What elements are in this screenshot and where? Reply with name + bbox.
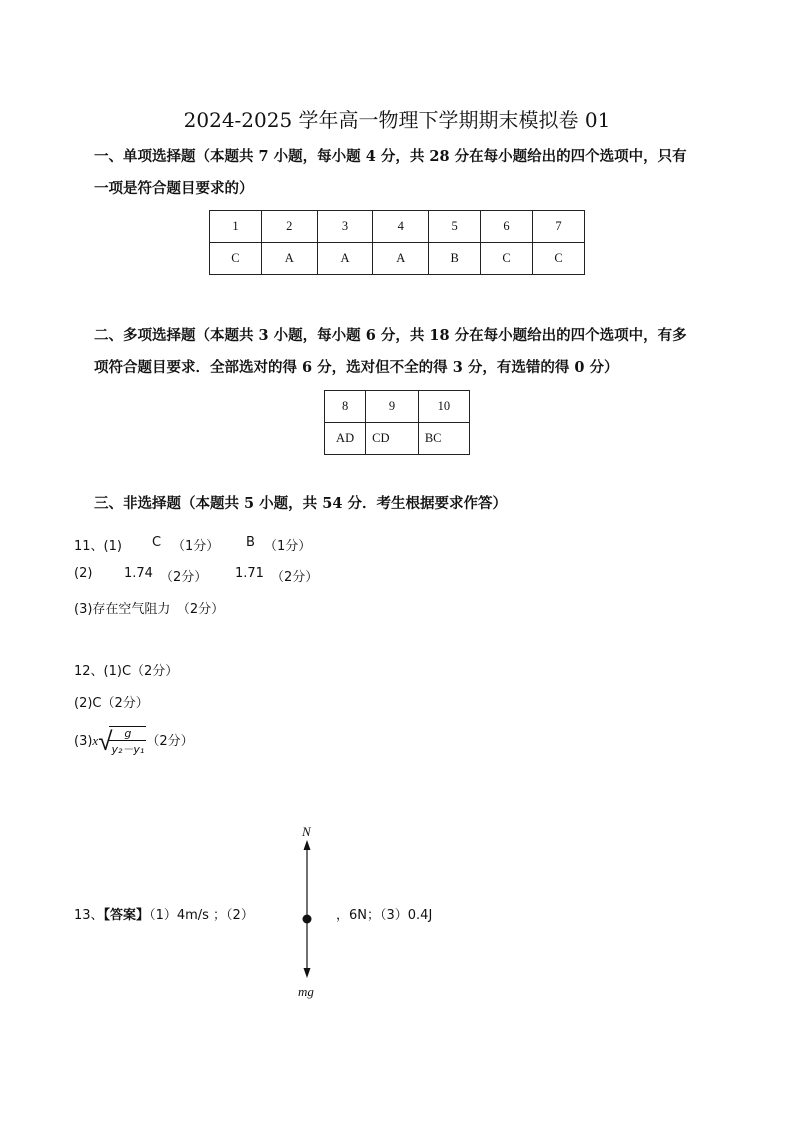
q11-line2-prefix: (2) [74, 566, 93, 581]
q12-line3-prefix: (3) [74, 734, 93, 749]
q12-line1: 12、(1)C（2分） [74, 664, 179, 679]
normal-force-arrow [304, 840, 311, 919]
table-cell: C [533, 243, 585, 275]
table-cell: AD [325, 423, 366, 455]
q13-part2: ，6N；（3）0.4J [336, 908, 433, 923]
table-cell: 5 [429, 211, 481, 243]
table-cell: 1 [210, 211, 262, 243]
table-cell: CD [366, 423, 419, 455]
section1-heading-line2: 一项是符合题目要求的） [94, 180, 254, 197]
section2-heading-line2: 项符合题目要求．全部选对的得 6 分，选对但不全的得 3 分，有选错的得 0 分） [94, 359, 619, 376]
q11-line2-score-b: （2分） [271, 570, 319, 585]
section1-heading-line1: 一、单项选择题（本题共 7 小题，每小题 4 分，共 28 分在每小题给出的四个选项中，只有 [94, 148, 687, 165]
table-cell: 3 [317, 211, 373, 243]
fraction-denominator: y₂－y₁ [111, 743, 145, 756]
section2-heading-line1: 二、多项选择题（本题共 3 小题，每小题 6 分，共 18 分在每小题给出的四个选项中，有多 [94, 327, 687, 344]
section2-answer-table [324, 390, 470, 455]
q11-line2-score-a: （2分） [160, 570, 208, 585]
table-cell: A [261, 243, 317, 275]
table-cell: B [429, 243, 481, 275]
q11-line1-answer-b: B [246, 535, 255, 550]
sqrt-symbol: √ [98, 726, 113, 757]
fraction-numerator: g [109, 727, 146, 741]
table-cell: C [481, 243, 533, 275]
force-label-n: N [302, 824, 311, 839]
table-cell: 2 [261, 211, 317, 243]
gravity-force-arrow [304, 919, 311, 978]
q11-line1-score-a: （1分） [172, 539, 220, 554]
table-cell: 10 [418, 391, 469, 423]
table-cell: A [373, 243, 429, 275]
q13-line [74, 904, 254, 923]
force-diagram [285, 820, 335, 1010]
table-row-answers [325, 423, 470, 455]
q12-line3 [74, 726, 194, 757]
q12-line3-score: （2分） [146, 734, 194, 749]
table-row-numbers [325, 391, 470, 423]
force-label-mg: mg [298, 984, 314, 999]
table-cell: A [317, 243, 373, 275]
q11-line3: (3)存在空气阻力 （2分） [74, 602, 225, 617]
section1-answer-table [209, 210, 585, 275]
object-dot [303, 915, 312, 924]
table-cell: 9 [366, 391, 419, 423]
q13-part1: （1）4m/s ；（2） [149, 908, 254, 923]
q12-variable-x: x [92, 733, 99, 748]
table-cell: BC [418, 423, 469, 455]
table-cell: 7 [533, 211, 585, 243]
q13-answer-tag: 【答案】 [103, 908, 150, 923]
table-row-answers [210, 243, 585, 275]
table-cell: C [210, 243, 262, 275]
q11-line1-prefix: 11、(1) [74, 539, 122, 554]
table-cell: 6 [481, 211, 533, 243]
q12-line2: (2)C（2分） [74, 696, 149, 711]
q11-line2-answer-b: 1.71 [235, 566, 264, 581]
table-cell: 8 [325, 391, 366, 423]
q13-prefix: 13、 [74, 908, 104, 923]
table-cell: 4 [373, 211, 429, 243]
q11-line1-answer-a: C [152, 535, 162, 550]
page-title: 2024-2025 学年高一物理下学期期末模拟卷 01 [183, 108, 611, 132]
q12-fraction [109, 726, 146, 757]
section3-heading: 三、非选择题（本题共 5 小题，共 54 分．考生根据要求作答） [94, 495, 507, 512]
q11-line1-score-b: （1分） [264, 539, 312, 554]
table-row-numbers [210, 211, 585, 243]
q11-line2-answer-a: 1.74 [124, 566, 153, 581]
